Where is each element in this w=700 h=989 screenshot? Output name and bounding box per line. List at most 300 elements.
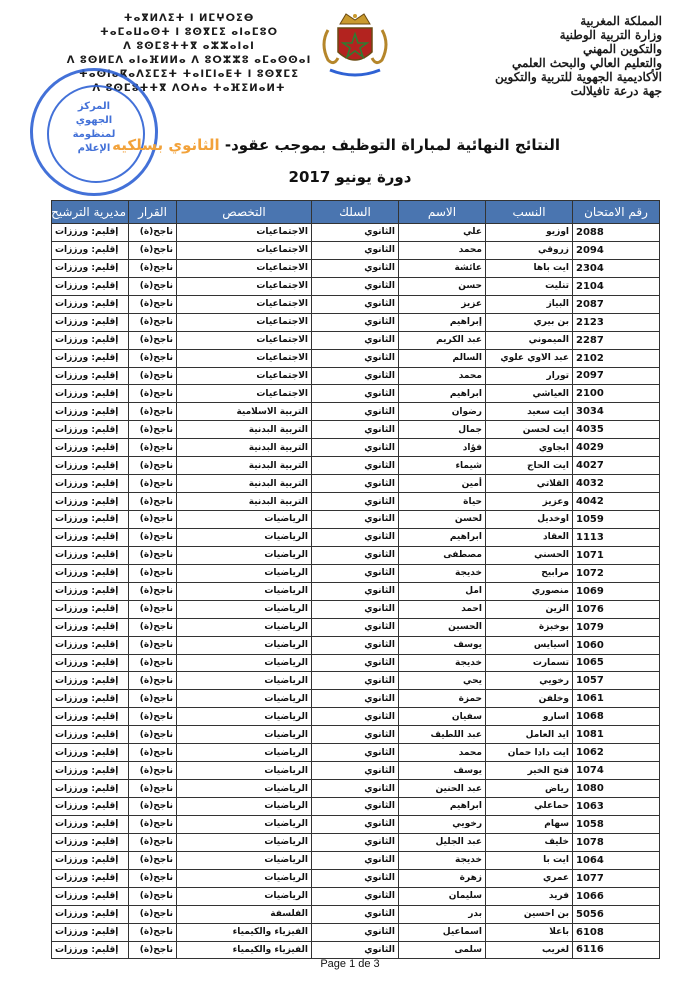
table-row [52, 493, 660, 511]
family-name-cell: الزين [486, 600, 573, 618]
table-row [52, 457, 660, 475]
family-name-cell: الميموني [486, 331, 573, 349]
cycle-cell: الثانوي [312, 923, 399, 941]
family-name-cell: باعلا [486, 923, 573, 941]
exam-number-cell: 1077 [573, 869, 660, 887]
cycle-cell: الثانوي [312, 224, 399, 242]
family-name-cell: العقاد [486, 528, 573, 546]
family-name-cell: وخلفن [486, 690, 573, 708]
first-name-cell: زهرة [399, 869, 486, 887]
cycle-cell: الثانوي [312, 475, 399, 493]
family-name-cell: بوخبزة [486, 618, 573, 636]
exam-number-cell: 1061 [573, 690, 660, 708]
first-name-cell: عبد الجليل [399, 833, 486, 851]
column-header-first-name: الاسم [399, 201, 486, 224]
table-row [52, 439, 660, 457]
cycle-cell: الثانوي [312, 259, 399, 277]
column-header-directorate: مديرية الترشيح [52, 201, 129, 224]
decision-cell: ناجح(ة) [129, 546, 177, 564]
decision-cell: ناجح(ة) [129, 833, 177, 851]
first-name-cell: خديجة [399, 564, 486, 582]
specialty-cell: الرياضيات [177, 780, 312, 798]
family-name-cell: ايت باها [486, 259, 573, 277]
specialty-cell: التربية البدنية [177, 457, 312, 475]
directorate-cell: إقليم: ورززات [52, 815, 129, 833]
family-name-cell: فريد [486, 887, 573, 905]
cycle-cell: الثانوي [312, 833, 399, 851]
table-row [52, 295, 660, 313]
family-name-cell: وعزيز [486, 493, 573, 511]
decision-cell: ناجح(ة) [129, 367, 177, 385]
first-name-cell: ابراهيم [399, 528, 486, 546]
specialty-cell: الرياضيات [177, 582, 312, 600]
family-name-cell: ايد العامل [486, 726, 573, 744]
first-name-cell: اسماعيل [399, 923, 486, 941]
first-name-cell: شيماء [399, 457, 486, 475]
specialty-cell: الرياضيات [177, 654, 312, 672]
directorate-cell: إقليم: ورززات [52, 349, 129, 367]
decision-cell: ناجح(ة) [129, 636, 177, 654]
first-name-cell: يوسف [399, 636, 486, 654]
first-name-cell: السالم [399, 349, 486, 367]
specialty-cell: الفلسفة [177, 905, 312, 923]
letterhead-line: والتكوين المهني [583, 42, 662, 56]
exam-number-cell: 1059 [573, 511, 660, 529]
cycle-cell: الثانوي [312, 905, 399, 923]
directorate-cell: إقليم: ورززات [52, 654, 129, 672]
exam-number-cell: 4042 [573, 493, 660, 511]
arabic-letterhead [402, 14, 662, 98]
decision-cell: ناجح(ة) [129, 618, 177, 636]
letterhead-line: جهة درعة تافيلالت [570, 84, 662, 98]
first-name-cell: يوسف [399, 762, 486, 780]
table-body [52, 224, 660, 959]
letterhead-line: ⴷ ⵓⵙⵎⵓⵜⵜⴳ ⴷⵔⵄⴰ ⵜⴰⴼⵉⵍⴰⵍⵜ [92, 83, 286, 94]
exam-number-cell: 2104 [573, 277, 660, 295]
directorate-cell: إقليم: ورززات [52, 905, 129, 923]
title-text: النتائج النهائية لمباراة التوظيف بموجب عقود- [219, 136, 560, 154]
exam-number-cell: 1072 [573, 564, 660, 582]
table-row [52, 815, 660, 833]
first-name-cell: رخويي [399, 815, 486, 833]
cycle-cell: الثانوي [312, 564, 399, 582]
exam-number-cell: 1066 [573, 887, 660, 905]
cycle-cell: الثانوي [312, 277, 399, 295]
exam-number-cell: 1060 [573, 636, 660, 654]
royal-emblem-icon [316, 10, 394, 80]
table-row [52, 582, 660, 600]
cycle-cell: الثانوي [312, 941, 399, 959]
family-name-cell: زروقي [486, 241, 573, 259]
specialty-cell: الرياضيات [177, 744, 312, 762]
decision-cell: ناجح(ة) [129, 277, 177, 295]
exam-number-cell: 4035 [573, 421, 660, 439]
directorate-cell: إقليم: ورززات [52, 762, 129, 780]
exam-number-cell: 2123 [573, 313, 660, 331]
family-name-cell: ايت دادا حمان [486, 744, 573, 762]
specialty-cell: الرياضيات [177, 618, 312, 636]
decision-cell: ناجح(ة) [129, 708, 177, 726]
directorate-cell: إقليم: ورززات [52, 941, 129, 959]
decision-cell: ناجح(ة) [129, 295, 177, 313]
cycle-cell: الثانوي [312, 798, 399, 816]
letterhead-line: ⵜⴰⵎⴰⵡⴰⵙⵜ ⵏ ⵓⵙⴳⵎⵉ ⴰⵏⴰⵎⵓⵔ [100, 27, 278, 38]
specialty-cell: الرياضيات [177, 600, 312, 618]
directorate-cell: إقليم: ورززات [52, 367, 129, 385]
decision-cell: ناجح(ة) [129, 780, 177, 798]
exam-number-cell: 2094 [573, 241, 660, 259]
directorate-cell: إقليم: ورززات [52, 385, 129, 403]
specialty-cell: التربية الاسلامية [177, 403, 312, 421]
specialty-cell: التربية البدنية [177, 493, 312, 511]
directorate-cell: إقليم: ورززات [52, 744, 129, 762]
cycle-cell: الثانوي [312, 600, 399, 618]
decision-cell: ناجح(ة) [129, 224, 177, 242]
column-header-cycle: السلك [312, 201, 399, 224]
decision-cell: ناجح(ة) [129, 403, 177, 421]
exam-number-cell: 2100 [573, 385, 660, 403]
family-name-cell: القلاتي [486, 475, 573, 493]
family-name-cell: تسمارت [486, 654, 573, 672]
directorate-cell: إقليم: ورززات [52, 457, 129, 475]
exam-number-cell: 4029 [573, 439, 660, 457]
exam-number-cell: 1081 [573, 726, 660, 744]
decision-cell: ناجح(ة) [129, 726, 177, 744]
family-name-cell: رخويي [486, 672, 573, 690]
table-row [52, 511, 660, 529]
specialty-cell: الاجتماعيات [177, 313, 312, 331]
letterhead-line: ⵜⴰⴳⵍⴷⵉⵜ ⵏ ⵍⵎⵖⵔⵉⴱ [123, 13, 255, 24]
exam-number-cell: 1079 [573, 618, 660, 636]
cycle-cell: الثانوي [312, 367, 399, 385]
decision-cell: ناجح(ة) [129, 439, 177, 457]
cycle-cell: الثانوي [312, 295, 399, 313]
cycle-cell: الثانوي [312, 439, 399, 457]
family-name-cell: اوخديل [486, 511, 573, 529]
decision-cell: ناجح(ة) [129, 600, 177, 618]
cycle-cell: الثانوي [312, 313, 399, 331]
specialty-cell: الرياضيات [177, 546, 312, 564]
table-row [52, 475, 660, 493]
first-name-cell: عائشة [399, 259, 486, 277]
family-name-cell: فتح الخير [486, 762, 573, 780]
specialty-cell: الفيزياء والكيمياء [177, 923, 312, 941]
table-row [52, 259, 660, 277]
cycle-cell: الثانوي [312, 421, 399, 439]
decision-cell: ناجح(ة) [129, 259, 177, 277]
table-row [52, 277, 660, 295]
decision-cell: ناجح(ة) [129, 582, 177, 600]
letterhead-line: الأكاديمية الجهوية للتربية والتكوين [495, 70, 662, 84]
family-name-cell: عبد الاوي علوي [486, 349, 573, 367]
first-name-cell: سلمى [399, 941, 486, 959]
table-row [52, 385, 660, 403]
decision-cell: ناجح(ة) [129, 457, 177, 475]
directorate-cell: إقليم: ورززات [52, 708, 129, 726]
first-name-cell: محمد [399, 744, 486, 762]
directorate-cell: إقليم: ورززات [52, 277, 129, 295]
column-header-exam-number: رقم الامتحان [573, 201, 660, 224]
specialty-cell: الاجتماعيات [177, 224, 312, 242]
table-row [52, 851, 660, 869]
directorate-cell: إقليم: ورززات [52, 511, 129, 529]
first-name-cell: يحي [399, 672, 486, 690]
specialty-cell: الاجتماعيات [177, 277, 312, 295]
directorate-cell: إقليم: ورززات [52, 421, 129, 439]
decision-cell: ناجح(ة) [129, 851, 177, 869]
first-name-cell: عزيز [399, 295, 486, 313]
cycle-cell: الثانوي [312, 582, 399, 600]
family-name-cell: اسيايس [486, 636, 573, 654]
document-title [112, 136, 560, 154]
family-name-cell: العياشي [486, 385, 573, 403]
table-row [52, 672, 660, 690]
family-name-cell: الحسني [486, 546, 573, 564]
exam-number-cell: 1064 [573, 851, 660, 869]
decision-cell: ناجح(ة) [129, 564, 177, 582]
exam-number-cell: 2088 [573, 224, 660, 242]
directorate-cell: إقليم: ورززات [52, 833, 129, 851]
directorate-cell: إقليم: ورززات [52, 618, 129, 636]
first-name-cell: لحسن [399, 511, 486, 529]
specialty-cell: الرياضيات [177, 708, 312, 726]
first-name-cell: جمال [399, 421, 486, 439]
first-name-cell: حياة [399, 493, 486, 511]
directorate-cell: إقليم: ورززات [52, 600, 129, 618]
directorate-cell: إقليم: ورززات [52, 564, 129, 582]
exam-number-cell: 6108 [573, 923, 660, 941]
family-name-cell: اسارو [486, 708, 573, 726]
exam-number-cell: 1078 [573, 833, 660, 851]
table-row [52, 564, 660, 582]
family-name-cell: ابجاوي [486, 439, 573, 457]
table-row [52, 708, 660, 726]
exam-number-cell: 6116 [573, 941, 660, 959]
table-row [52, 528, 660, 546]
column-header-decision: القرار [129, 201, 177, 224]
cycle-cell: الثانوي [312, 331, 399, 349]
cycle-cell: الثانوي [312, 349, 399, 367]
table-header-row [52, 201, 660, 224]
first-name-cell: محمد [399, 241, 486, 259]
cycle-cell: الثانوي [312, 403, 399, 421]
table-row [52, 403, 660, 421]
directorate-cell: إقليم: ورززات [52, 869, 129, 887]
specialty-cell: الاجتماعيات [177, 367, 312, 385]
directorate-cell: إقليم: ورززات [52, 546, 129, 564]
directorate-cell: إقليم: ورززات [52, 780, 129, 798]
family-name-cell: رياض [486, 780, 573, 798]
document-subtitle: دورة يونيو 2017 [288, 168, 412, 186]
cycle-cell: الثانوي [312, 780, 399, 798]
letterhead-line: المملكة المغربية [580, 14, 662, 28]
decision-cell: ناجح(ة) [129, 528, 177, 546]
table-row [52, 762, 660, 780]
first-name-cell: عبد اللطيف [399, 726, 486, 744]
first-name-cell: عبد الحنين [399, 780, 486, 798]
specialty-cell: الاجتماعيات [177, 349, 312, 367]
letterhead-line: وزارة التربية الوطنية [559, 28, 662, 42]
first-name-cell: أمين [399, 475, 486, 493]
table-row [52, 349, 660, 367]
directorate-cell: إقليم: ورززات [52, 493, 129, 511]
decision-cell: ناجح(ة) [129, 905, 177, 923]
official-stamp [30, 68, 158, 196]
first-name-cell: خديجة [399, 654, 486, 672]
cycle-cell: الثانوي [312, 511, 399, 529]
decision-cell: ناجح(ة) [129, 385, 177, 403]
letterhead-line: ⵜⴰⵙⵏⴰⴽⴰⴷⵉⵎⵉⵜ ⵜⴰⵏⵎⵏⴰⴹⵜ ⵏ ⵓⵙⴳⵎⵉ [78, 69, 300, 80]
table-row [52, 941, 660, 959]
specialty-cell: الفيزياء والكيمياء [177, 941, 312, 959]
exam-number-cell: 2087 [573, 295, 660, 313]
specialty-cell: الرياضيات [177, 887, 312, 905]
first-name-cell: سليمان [399, 887, 486, 905]
directorate-cell: إقليم: ورززات [52, 313, 129, 331]
cycle-cell: الثانوي [312, 672, 399, 690]
exam-number-cell: 1062 [573, 744, 660, 762]
decision-cell: ناجح(ة) [129, 815, 177, 833]
directorate-cell: إقليم: ورززات [52, 851, 129, 869]
specialty-cell: الرياضيات [177, 564, 312, 582]
specialty-cell: التربية البدنية [177, 439, 312, 457]
table-row [52, 421, 660, 439]
table-row [52, 690, 660, 708]
specialty-cell: الرياضيات [177, 726, 312, 744]
family-name-cell: ايت با [486, 851, 573, 869]
family-name-cell: تورار [486, 367, 573, 385]
directorate-cell: إقليم: ورززات [52, 224, 129, 242]
first-name-cell: امل [399, 582, 486, 600]
column-header-specialty: التخصص [177, 201, 312, 224]
directorate-cell: إقليم: ورززات [52, 241, 129, 259]
first-name-cell: رضوان [399, 403, 486, 421]
cycle-cell: الثانوي [312, 385, 399, 403]
stamp-line: الجهوي [75, 115, 113, 126]
directorate-cell: إقليم: ورززات [52, 439, 129, 457]
decision-cell: ناجح(ة) [129, 887, 177, 905]
exam-number-cell: 1071 [573, 546, 660, 564]
results-table [51, 200, 660, 959]
specialty-cell: التربية البدنية [177, 421, 312, 439]
family-name-cell: خليف [486, 833, 573, 851]
directorate-cell: إقليم: ورززات [52, 887, 129, 905]
cycle-cell: الثانوي [312, 887, 399, 905]
cycle-cell: الثانوي [312, 851, 399, 869]
table-row [52, 923, 660, 941]
first-name-cell: علي [399, 224, 486, 242]
decision-cell: ناجح(ة) [129, 331, 177, 349]
decision-cell: ناجح(ة) [129, 923, 177, 941]
decision-cell: ناجح(ة) [129, 672, 177, 690]
family-name-cell: اوزيو [486, 224, 573, 242]
decision-cell: ناجح(ة) [129, 762, 177, 780]
family-name-cell: بن احسين [486, 905, 573, 923]
first-name-cell: فؤاد [399, 439, 486, 457]
cycle-cell: الثانوي [312, 654, 399, 672]
first-name-cell: محمد [399, 367, 486, 385]
cycle-cell: الثانوي [312, 457, 399, 475]
cycle-cell: الثانوي [312, 869, 399, 887]
letterhead-line: ⴷ ⵓⵙⵎⵓⵜⵜⴳ ⴰⵣⵣⴰⵏⴰⵏ [123, 41, 255, 52]
cycle-cell: الثانوي [312, 815, 399, 833]
table-row [52, 905, 660, 923]
decision-cell: ناجح(ة) [129, 475, 177, 493]
family-name-cell: مرابيح [486, 564, 573, 582]
exam-number-cell: 1063 [573, 798, 660, 816]
letterhead-line: والتعليم العالي والبحث العلمي [511, 56, 662, 70]
specialty-cell: الاجتماعيات [177, 385, 312, 403]
specialty-cell: الرياضيات [177, 762, 312, 780]
cycle-cell: الثانوي [312, 546, 399, 564]
directorate-cell: إقليم: ورززات [52, 798, 129, 816]
exam-number-cell: 2287 [573, 331, 660, 349]
exam-number-cell: 1058 [573, 815, 660, 833]
decision-cell: ناجح(ة) [129, 421, 177, 439]
specialty-cell: الرياضيات [177, 869, 312, 887]
directorate-cell: إقليم: ورززات [52, 475, 129, 493]
stamp-line: لمنظومة [72, 129, 116, 140]
specialty-cell: الاجتماعيات [177, 241, 312, 259]
cycle-cell: الثانوي [312, 690, 399, 708]
decision-cell: ناجح(ة) [129, 313, 177, 331]
family-name-cell: عمري [486, 869, 573, 887]
family-name-cell: سهام [486, 815, 573, 833]
first-name-cell: ابراهيم [399, 385, 486, 403]
cycle-cell: الثانوي [312, 241, 399, 259]
exam-number-cell: 2304 [573, 259, 660, 277]
decision-cell: ناجح(ة) [129, 690, 177, 708]
directorate-cell: إقليم: ورززات [52, 672, 129, 690]
table-row [52, 798, 660, 816]
cycle-cell: الثانوي [312, 618, 399, 636]
directorate-cell: إقليم: ورززات [52, 403, 129, 421]
exam-number-cell: 1057 [573, 672, 660, 690]
cycle-cell: الثانوي [312, 708, 399, 726]
decision-cell: ناجح(ة) [129, 654, 177, 672]
first-name-cell: خديجة [399, 851, 486, 869]
family-name-cell: البياز [486, 295, 573, 313]
first-name-cell: بدر [399, 905, 486, 923]
stamp-line: الإعلام [77, 143, 111, 154]
exam-number-cell: 5056 [573, 905, 660, 923]
first-name-cell: الحسين [399, 618, 486, 636]
decision-cell: ناجح(ة) [129, 869, 177, 887]
directorate-cell: إقليم: ورززات [52, 582, 129, 600]
exam-number-cell: 1076 [573, 600, 660, 618]
decision-cell: ناجح(ة) [129, 493, 177, 511]
table-row [52, 636, 660, 654]
specialty-cell: الاجتماعيات [177, 295, 312, 313]
directorate-cell: إقليم: ورززات [52, 726, 129, 744]
family-name-cell: تنليت [486, 277, 573, 295]
table-row [52, 600, 660, 618]
table-row [52, 744, 660, 762]
table-row [52, 241, 660, 259]
table-row [52, 224, 660, 242]
exam-number-cell: 1065 [573, 654, 660, 672]
letterhead-line: ⴷ ⵓⵙⵍⵎⴷ ⴰⵏⴰⴼⵍⵍⴰ ⴷ ⵓⵔⵣⵣⵓ ⴰⵎⴰⵙⵙⴰⵏ [66, 55, 312, 66]
decision-cell: ناجح(ة) [129, 241, 177, 259]
decision-cell: ناجح(ة) [129, 744, 177, 762]
specialty-cell: الرياضيات [177, 851, 312, 869]
table-row [52, 367, 660, 385]
table-row [52, 618, 660, 636]
table-row [52, 331, 660, 349]
cycle-cell: الثانوي [312, 636, 399, 654]
exam-number-cell: 1069 [573, 582, 660, 600]
column-header-family-name: النسب [486, 201, 573, 224]
